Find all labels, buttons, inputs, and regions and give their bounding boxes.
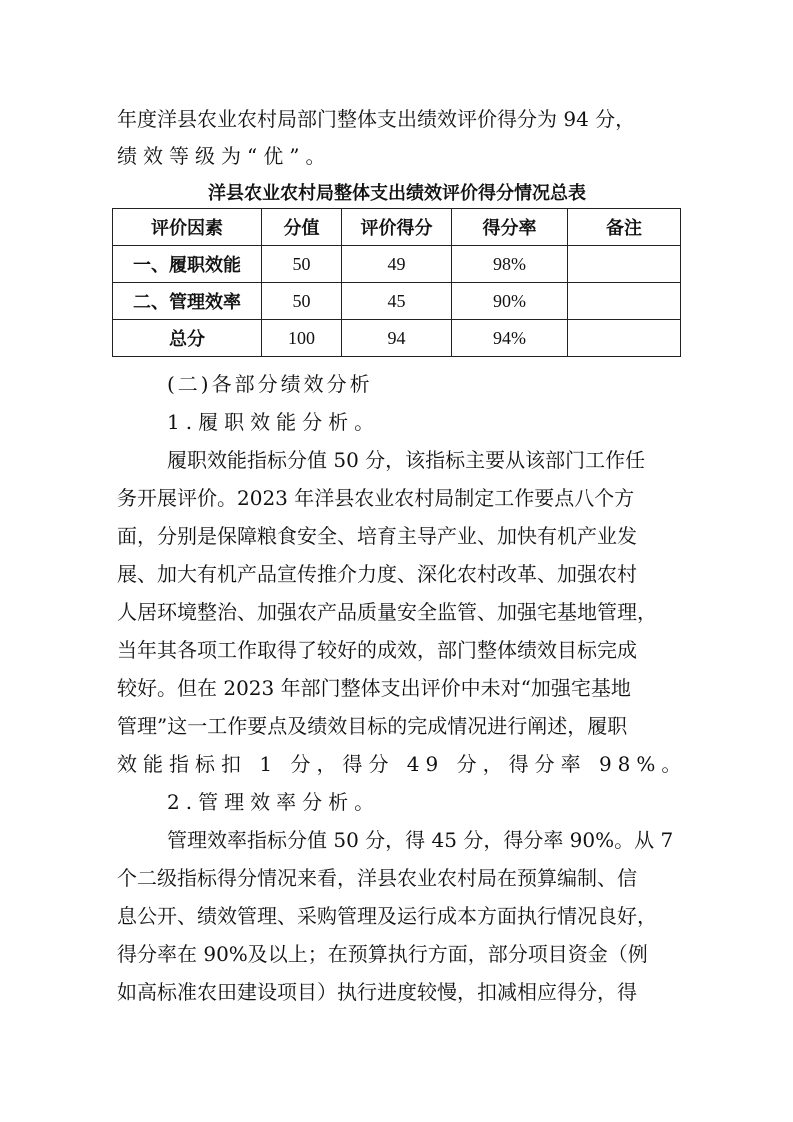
row-value: 100: [262, 320, 342, 357]
row-rate: 90%: [452, 283, 568, 320]
paragraph-1-line: 较好。但在 2023 年部门整体支出评价中未对“加强宅基地: [117, 676, 631, 700]
row-factor: 总分: [113, 320, 262, 357]
table-row: [113, 283, 681, 320]
table-row: [113, 246, 681, 283]
paragraph-1-line: 展、加大有机产品宣传推介力度、深化农村改革、加强农村: [117, 562, 637, 586]
paragraph-2-line: 如高标准农田建设项目）执行进度较慢，扣减相应得分，得: [117, 980, 637, 1004]
paragraph-1-line: 面，分别是保障粮食安全、培育主导产业、加快有机产业发: [117, 524, 637, 548]
paragraph-1-line: 当年其各项工作取得了较好的成效，部门整体绩效目标完成: [117, 638, 637, 662]
subsection-1-heading: 1.履职效能分析。: [167, 410, 381, 434]
header-factor: 评价因素: [113, 209, 262, 246]
row-score: 49: [342, 246, 452, 283]
row-factor: 一、履职效能: [113, 246, 262, 283]
table-row-total: [113, 320, 681, 357]
paragraph-1-line: 管理”这一工作要点及绩效目标的完成情况进行阐述，履职: [117, 714, 628, 738]
row-score: 45: [342, 283, 452, 320]
row-value: 50: [262, 283, 342, 320]
table-title: 洋县农业农村局整体支出绩效评价得分情况总表: [208, 183, 586, 204]
row-value: 50: [262, 246, 342, 283]
row-factor: 二、管理效率: [113, 283, 262, 320]
paragraph-1-line: 效能指标扣 1 分，得分 49 分，得分率 98%。: [117, 752, 688, 776]
paragraph-2-line: 管理效率指标分值 50 分，得 45 分，得分率 90%。从 7: [167, 828, 674, 852]
row-note: [568, 283, 681, 320]
header-note: 备注: [568, 209, 681, 246]
row-note: [568, 246, 681, 283]
header-rate: 得分率: [452, 209, 568, 246]
paragraph-2-line: 息公开、绩效管理、采购管理及运行成本方面执行情况良好，: [117, 904, 657, 928]
section-heading: (二)各部分绩效分析: [167, 372, 373, 396]
intro-line-1: 年度洋县农业农村局部门整体支出绩效评价得分为 94 分，: [117, 107, 636, 131]
paragraph-1-line: 人居环境整治、加强农产品质量安全监管、加强宅基地管理，: [117, 600, 657, 624]
paragraph-1-line: 履职效能指标分值 50 分，该指标主要从该部门工作任: [167, 448, 646, 472]
intro-line-2: 绩效等级为“优”。: [117, 144, 332, 168]
paragraph-1-line: 务开展评价。2023 年洋县农业农村局制定工作要点八个方: [117, 486, 635, 510]
header-score: 评价得分: [342, 209, 452, 246]
score-summary-table: [112, 208, 681, 357]
header-value: 分值: [262, 209, 342, 246]
paragraph-2-line: 个二级指标得分情况来看，洋县农业农村局在预算编制、信: [117, 866, 637, 890]
row-score: 94: [342, 320, 452, 357]
row-note: [568, 320, 681, 357]
row-rate: 98%: [452, 246, 568, 283]
subsection-2-heading: 2.管理效率分析。: [167, 790, 381, 814]
row-rate: 94%: [452, 320, 568, 357]
paragraph-2-line: 得分率在 90%及以上；在预算执行方面，部分项目资金（例: [117, 942, 648, 966]
table-header-row: [113, 209, 681, 246]
